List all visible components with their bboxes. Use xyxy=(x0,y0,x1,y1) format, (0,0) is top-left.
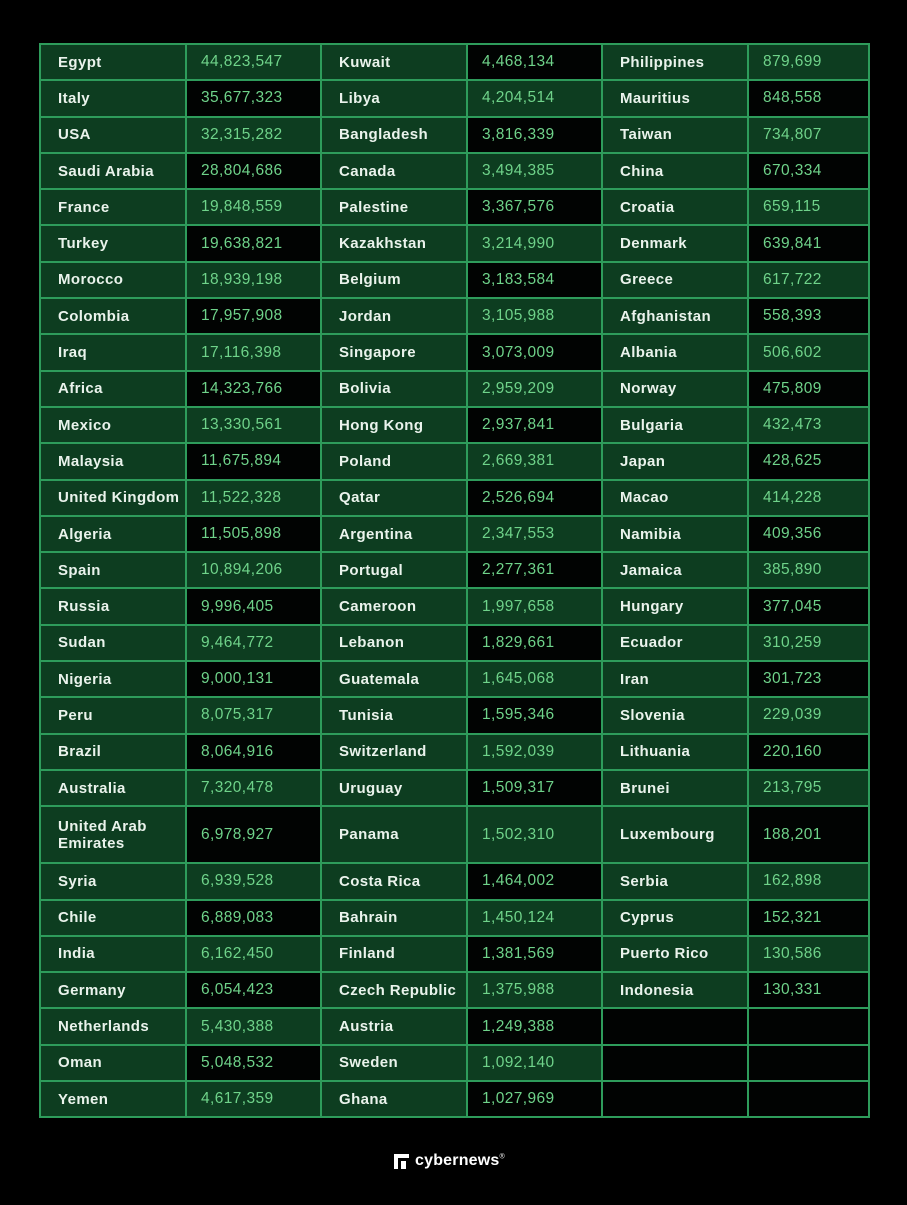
table-row xyxy=(40,44,869,80)
count-value: 2,669,381 xyxy=(467,443,602,479)
count-value: 10,894,206 xyxy=(186,552,321,588)
table-row xyxy=(40,153,869,189)
country-name: Canada xyxy=(321,153,467,189)
country-name: Chile xyxy=(40,900,186,936)
count-value: 848,558 xyxy=(748,80,869,116)
country-name: Peru xyxy=(40,697,186,733)
logo-text: cybernews xyxy=(415,1152,500,1169)
table-row xyxy=(40,697,869,733)
count-value: 6,889,083 xyxy=(186,900,321,936)
country-name: Macao xyxy=(602,480,748,516)
table-row xyxy=(40,552,869,588)
country-name: Turkey xyxy=(40,225,186,261)
country-name xyxy=(602,1045,748,1081)
country-name: Denmark xyxy=(602,225,748,261)
count-value: 3,183,584 xyxy=(467,262,602,298)
count-value: 6,054,423 xyxy=(186,972,321,1008)
country-name: United Kingdom xyxy=(40,480,186,516)
table-row xyxy=(40,1081,869,1117)
count-value xyxy=(748,1081,869,1117)
count-value: 7,320,478 xyxy=(186,770,321,806)
country-name: Brunei xyxy=(602,770,748,806)
count-value: 1,592,039 xyxy=(467,734,602,770)
country-name: USA xyxy=(40,117,186,153)
count-value: 6,939,528 xyxy=(186,863,321,899)
table-row xyxy=(40,588,869,624)
country-name: Serbia xyxy=(602,863,748,899)
count-value: 6,162,450 xyxy=(186,936,321,972)
count-value: 6,978,927 xyxy=(186,806,321,863)
country-table xyxy=(39,43,870,1118)
count-value: 1,595,346 xyxy=(467,697,602,733)
country-name: Netherlands xyxy=(40,1008,186,1044)
count-value: 11,675,894 xyxy=(186,443,321,479)
table-row xyxy=(40,80,869,116)
country-name: Malaysia xyxy=(40,443,186,479)
country-name: Kuwait xyxy=(321,44,467,80)
count-value: 9,464,772 xyxy=(186,625,321,661)
country-name: Uruguay xyxy=(321,770,467,806)
country-name: Taiwan xyxy=(602,117,748,153)
count-value: 17,957,908 xyxy=(186,298,321,334)
count-value: 1,092,140 xyxy=(467,1045,602,1081)
country-name: Austria xyxy=(321,1008,467,1044)
count-value: 18,939,198 xyxy=(186,262,321,298)
country-name: Poland xyxy=(321,443,467,479)
country-name: Luxembourg xyxy=(602,806,748,863)
country-name: Philippines xyxy=(602,44,748,80)
count-value: 229,039 xyxy=(748,697,869,733)
country-name: Yemen xyxy=(40,1081,186,1117)
country-name: Switzerland xyxy=(321,734,467,770)
table-row xyxy=(40,734,869,770)
country-name: Kazakhstan xyxy=(321,225,467,261)
cybernews-logo xyxy=(394,1152,505,1170)
country-name: Palestine xyxy=(321,189,467,225)
count-value: 2,347,553 xyxy=(467,516,602,552)
country-name: Libya xyxy=(321,80,467,116)
count-value: 1,829,661 xyxy=(467,625,602,661)
table-row xyxy=(40,1008,869,1044)
count-value: 5,048,532 xyxy=(186,1045,321,1081)
count-value xyxy=(748,1045,869,1081)
count-value: 32,315,282 xyxy=(186,117,321,153)
country-name: Albania xyxy=(602,334,748,370)
table-row xyxy=(40,480,869,516)
country-name: Cameroon xyxy=(321,588,467,624)
country-name: Iraq xyxy=(40,334,186,370)
country-name: Colombia xyxy=(40,298,186,334)
country-name: Costa Rica xyxy=(321,863,467,899)
table-row xyxy=(40,936,869,972)
table-row xyxy=(40,770,869,806)
table-row xyxy=(40,407,869,443)
count-value: 377,045 xyxy=(748,588,869,624)
country-name: Portugal xyxy=(321,552,467,588)
count-value: 4,617,359 xyxy=(186,1081,321,1117)
country-name: Lebanon xyxy=(321,625,467,661)
count-value: 3,073,009 xyxy=(467,334,602,370)
table-row xyxy=(40,1045,869,1081)
country-name: Finland xyxy=(321,936,467,972)
count-value: 130,586 xyxy=(748,936,869,972)
count-value: 130,331 xyxy=(748,972,869,1008)
country-name: Ecuador xyxy=(602,625,748,661)
registered-mark: ® xyxy=(499,1153,505,1161)
country-name: Russia xyxy=(40,588,186,624)
count-value: 1,381,569 xyxy=(467,936,602,972)
count-value: 385,890 xyxy=(748,552,869,588)
country-name: Oman xyxy=(40,1045,186,1081)
count-value: 220,160 xyxy=(748,734,869,770)
country-name: Norway xyxy=(602,371,748,407)
count-value: 734,807 xyxy=(748,117,869,153)
country-name: Panama xyxy=(321,806,467,863)
country-name: Spain xyxy=(40,552,186,588)
country-name: Iran xyxy=(602,661,748,697)
country-name: Lithuania xyxy=(602,734,748,770)
count-value: 670,334 xyxy=(748,153,869,189)
count-value: 35,677,323 xyxy=(186,80,321,116)
table-row xyxy=(40,117,869,153)
country-name: Bangladesh xyxy=(321,117,467,153)
country-name: Algeria xyxy=(40,516,186,552)
count-value: 1,645,068 xyxy=(467,661,602,697)
table-row xyxy=(40,516,869,552)
country-name: Nigeria xyxy=(40,661,186,697)
country-name: Brazil xyxy=(40,734,186,770)
table-body xyxy=(40,44,869,1117)
count-value: 1,249,388 xyxy=(467,1008,602,1044)
count-value: 11,522,328 xyxy=(186,480,321,516)
count-value: 17,116,398 xyxy=(186,334,321,370)
country-name: Croatia xyxy=(602,189,748,225)
count-value: 409,356 xyxy=(748,516,869,552)
count-value: 3,105,988 xyxy=(467,298,602,334)
country-name: Hong Kong xyxy=(321,407,467,443)
country-name: Bulgaria xyxy=(602,407,748,443)
count-value: 2,937,841 xyxy=(467,407,602,443)
count-value: 1,464,002 xyxy=(467,863,602,899)
country-name: Sudan xyxy=(40,625,186,661)
country-name: Singapore xyxy=(321,334,467,370)
country-name: Sweden xyxy=(321,1045,467,1081)
country-name: Africa xyxy=(40,371,186,407)
country-name: Tunisia xyxy=(321,697,467,733)
country-name: Mauritius xyxy=(602,80,748,116)
country-name: Australia xyxy=(40,770,186,806)
country-name: China xyxy=(602,153,748,189)
country-name: Morocco xyxy=(40,262,186,298)
table-row xyxy=(40,334,869,370)
count-value: 1,502,310 xyxy=(467,806,602,863)
count-value xyxy=(748,1008,869,1044)
count-value: 4,468,134 xyxy=(467,44,602,80)
count-value: 1,997,658 xyxy=(467,588,602,624)
count-value: 28,804,686 xyxy=(186,153,321,189)
count-value: 152,321 xyxy=(748,900,869,936)
country-name: Hungary xyxy=(602,588,748,624)
country-name: Saudi Arabia xyxy=(40,153,186,189)
count-value: 1,027,969 xyxy=(467,1081,602,1117)
country-name: Mexico xyxy=(40,407,186,443)
country-name: Greece xyxy=(602,262,748,298)
count-value: 2,526,694 xyxy=(467,480,602,516)
count-value: 19,848,559 xyxy=(186,189,321,225)
count-value: 8,075,317 xyxy=(186,697,321,733)
count-value: 617,722 xyxy=(748,262,869,298)
count-value: 9,996,405 xyxy=(186,588,321,624)
table-row xyxy=(40,298,869,334)
count-value: 5,430,388 xyxy=(186,1008,321,1044)
count-value: 432,473 xyxy=(748,407,869,443)
count-value: 310,259 xyxy=(748,625,869,661)
count-value: 3,214,990 xyxy=(467,225,602,261)
count-value: 506,602 xyxy=(748,334,869,370)
count-value: 2,277,361 xyxy=(467,552,602,588)
country-name: United Arab Emirates xyxy=(40,806,186,863)
count-value: 639,841 xyxy=(748,225,869,261)
count-value: 188,201 xyxy=(748,806,869,863)
country-name: Indonesia xyxy=(602,972,748,1008)
country-name: Puerto Rico xyxy=(602,936,748,972)
count-value: 1,509,317 xyxy=(467,770,602,806)
country-name: Japan xyxy=(602,443,748,479)
cybernews-logo-icon xyxy=(394,1154,409,1169)
count-value: 213,795 xyxy=(748,770,869,806)
country-name: India xyxy=(40,936,186,972)
country-name: Cyprus xyxy=(602,900,748,936)
country-name xyxy=(602,1081,748,1117)
table-row xyxy=(40,972,869,1008)
table-row xyxy=(40,371,869,407)
count-value: 11,505,898 xyxy=(186,516,321,552)
country-name: Jordan xyxy=(321,298,467,334)
country-name: Egypt xyxy=(40,44,186,80)
country-name: Afghanistan xyxy=(602,298,748,334)
country-name: Belgium xyxy=(321,262,467,298)
count-value: 9,000,131 xyxy=(186,661,321,697)
country-name: Syria xyxy=(40,863,186,899)
country-name: Qatar xyxy=(321,480,467,516)
count-value: 475,809 xyxy=(748,371,869,407)
table-row xyxy=(40,443,869,479)
count-value: 2,959,209 xyxy=(467,371,602,407)
count-value: 558,393 xyxy=(748,298,869,334)
table-row xyxy=(40,189,869,225)
count-value: 8,064,916 xyxy=(186,734,321,770)
count-value: 3,816,339 xyxy=(467,117,602,153)
country-name: Ghana xyxy=(321,1081,467,1117)
country-name: Germany xyxy=(40,972,186,1008)
country-name xyxy=(602,1008,748,1044)
country-name: France xyxy=(40,189,186,225)
table-row xyxy=(40,262,869,298)
count-value: 3,494,385 xyxy=(467,153,602,189)
count-value: 3,367,576 xyxy=(467,189,602,225)
count-value: 19,638,821 xyxy=(186,225,321,261)
count-value: 44,823,547 xyxy=(186,44,321,80)
table-row xyxy=(40,806,869,863)
count-value: 1,375,988 xyxy=(467,972,602,1008)
country-name: Czech Republic xyxy=(321,972,467,1008)
count-value: 659,115 xyxy=(748,189,869,225)
table-row xyxy=(40,661,869,697)
count-value: 428,625 xyxy=(748,443,869,479)
country-name: Jamaica xyxy=(602,552,748,588)
table-row xyxy=(40,863,869,899)
count-value: 162,898 xyxy=(748,863,869,899)
country-name: Slovenia xyxy=(602,697,748,733)
country-name: Bahrain xyxy=(321,900,467,936)
country-name: Guatemala xyxy=(321,661,467,697)
count-value: 13,330,561 xyxy=(186,407,321,443)
country-name: Argentina xyxy=(321,516,467,552)
count-value: 14,323,766 xyxy=(186,371,321,407)
count-value: 879,699 xyxy=(748,44,869,80)
table-row xyxy=(40,900,869,936)
count-value: 414,228 xyxy=(748,480,869,516)
count-value: 1,450,124 xyxy=(467,900,602,936)
country-name: Bolivia xyxy=(321,371,467,407)
count-value: 4,204,514 xyxy=(467,80,602,116)
country-name: Italy xyxy=(40,80,186,116)
table-row xyxy=(40,625,869,661)
count-value: 301,723 xyxy=(748,661,869,697)
country-name: Namibia xyxy=(602,516,748,552)
table-row xyxy=(40,225,869,261)
